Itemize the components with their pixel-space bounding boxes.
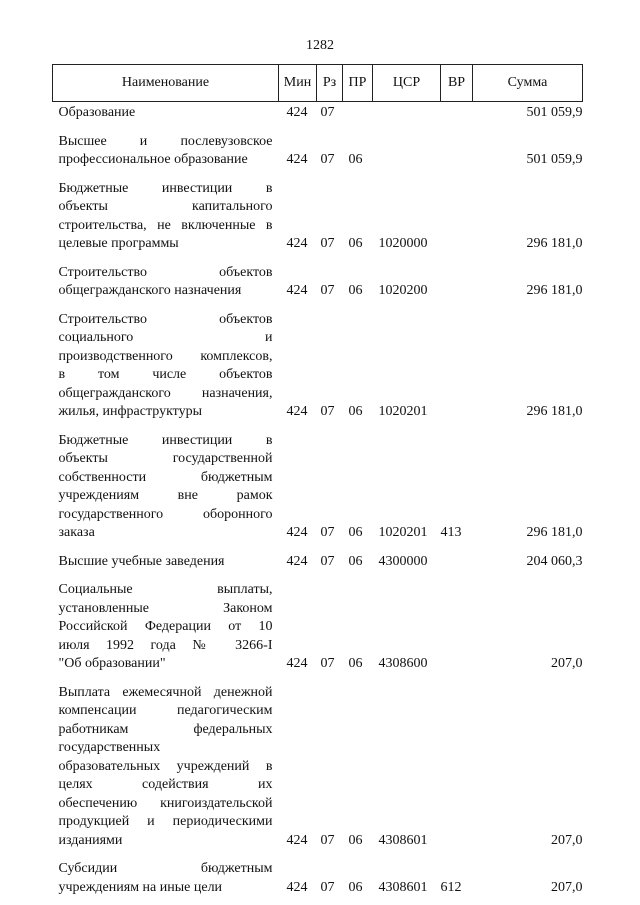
row-name-line: объекты государственной: [58, 451, 273, 466]
row-name-line: жилья, инфраструктуры: [58, 404, 203, 419]
row-csr: [373, 127, 441, 174]
row-vr: [441, 547, 473, 576]
row-name-line: изданиями: [58, 832, 123, 848]
row-min: 424: [286, 832, 308, 848]
row-name-line: заказа: [58, 525, 95, 540]
header-rz: Рз: [317, 65, 343, 102]
row-name-line: Бюджетные инвестиции в: [58, 432, 273, 448]
row-name: [53, 258, 279, 305]
row-name-line: Высшие учебные заведения: [58, 553, 225, 569]
row-pr: 06: [348, 656, 363, 671]
row-name: [53, 575, 279, 678]
table-row: [53, 678, 583, 855]
table-body: [53, 102, 583, 902]
row-name-line: июля 1992 года № 3266-I: [58, 637, 273, 653]
table-row: [53, 127, 583, 174]
table-row: [53, 575, 583, 678]
row-name-line: Высшее и послевузовское: [58, 133, 273, 149]
row-sum: 207,0: [551, 832, 583, 848]
row-name-line: Строительство объектов: [58, 311, 273, 327]
row-rz: 07: [320, 236, 335, 251]
row-name-line: собственности бюджетным: [58, 469, 273, 485]
row-rz: 07: [320, 283, 335, 298]
row-min: 424: [286, 553, 308, 569]
row-name-line: учреждениям на иные цели: [58, 879, 223, 895]
row-rz: 07: [320, 656, 335, 671]
row-name-line: целях содействия их: [58, 777, 273, 792]
row-vr: [441, 127, 473, 174]
row-min: 424: [286, 656, 308, 671]
row-min: 424: [286, 236, 308, 251]
row-name-line: продукцией и периодическими: [58, 814, 273, 829]
row-name-line: производственного комплексов,: [58, 348, 273, 364]
row-vr: [441, 258, 473, 305]
row-sum: 207,0: [551, 879, 583, 895]
row-pr: 06: [348, 879, 363, 895]
row-name-line: целевые программы: [58, 236, 179, 251]
row-pr: 06: [348, 832, 363, 848]
row-name-line: социального и: [58, 330, 273, 345]
row-name: [53, 127, 279, 174]
row-csr: 4308601: [378, 879, 428, 895]
row-name-line: обеспечению книгоиздательской: [58, 795, 273, 811]
row-pr: 06: [348, 236, 363, 251]
row-vr: 612: [440, 879, 462, 895]
row-name: [53, 426, 279, 547]
row-name-line: государственного оборонного: [58, 506, 273, 522]
row-name: [53, 854, 279, 901]
row-csr: 1020201: [378, 404, 428, 419]
row-vr: [441, 575, 473, 678]
row-name-line: Строительство объектов: [58, 264, 273, 280]
row-csr: 1020200: [378, 283, 428, 298]
row-csr: 4300000: [378, 553, 428, 569]
row-name-line: профессиональное образование: [58, 152, 248, 167]
table-header-row: [53, 65, 583, 102]
row-vr: [441, 174, 473, 258]
row-name: [53, 305, 279, 426]
header-min: Мин: [279, 65, 317, 102]
row-csr: 4308600: [378, 656, 428, 671]
row-rz: 07: [320, 105, 335, 120]
row-name-line: Социальные выплаты,: [58, 582, 273, 597]
row-rz: 07: [320, 525, 335, 540]
row-name-line: Выплата ежемесячной денежной: [58, 684, 273, 700]
table-row: [53, 102, 583, 127]
row-name: [53, 547, 279, 576]
page-number: 1282: [306, 38, 334, 53]
row-pr: [343, 102, 373, 127]
header-vr: ВР: [441, 65, 473, 102]
row-name-line: Российской Федерации от 10: [58, 619, 273, 634]
table-row: [53, 854, 583, 901]
row-name: [53, 174, 279, 258]
table-row: [53, 426, 583, 547]
row-vr: [441, 305, 473, 426]
row-pr: 06: [348, 283, 363, 298]
row-name: [53, 678, 279, 855]
row-rz: 07: [320, 879, 335, 895]
row-min: 424: [286, 152, 308, 167]
row-name-line: образовательных учреждений в: [58, 758, 273, 774]
row-rz: 07: [320, 553, 335, 569]
row-name-line: компенсации педагогическим: [58, 703, 273, 718]
row-sum: 296 181,0: [526, 236, 583, 251]
row-name-line: установленные Законом: [58, 600, 273, 616]
row-pr: 06: [348, 553, 363, 569]
budget-table: [52, 64, 583, 901]
row-name-line: работникам федеральных: [58, 721, 273, 737]
table-row: [53, 258, 583, 305]
row-pr: 06: [348, 404, 363, 419]
row-sum: 204 060,3: [526, 553, 583, 569]
row-name-line: "Об образовании": [58, 656, 166, 671]
row-name-line: в том числе объектов: [58, 367, 273, 382]
row-min: 424: [286, 105, 308, 120]
row-name-line: государственных: [58, 740, 161, 755]
header-sum: Сумма: [473, 65, 583, 102]
row-csr: 4308601: [378, 832, 428, 848]
row-sum: 296 181,0: [526, 283, 583, 298]
row-rz: 07: [320, 832, 335, 848]
row-min: 424: [286, 404, 308, 419]
header-pr: ПР: [343, 65, 373, 102]
row-rz: 07: [320, 404, 335, 419]
row-sum: 501 059,9: [526, 105, 583, 120]
row-name-line: Субсидии бюджетным: [58, 861, 273, 876]
row-name-line: общегражданского назначения: [58, 283, 242, 298]
row-name-line: Образование: [58, 105, 136, 120]
row-vr: [441, 678, 473, 855]
row-sum: 207,0: [551, 656, 583, 671]
row-name-line: Бюджетные инвестиции в: [58, 180, 273, 196]
row-sum: 501 059,9: [526, 152, 583, 167]
header-name: Наименование: [53, 65, 279, 102]
row-sum: 296 181,0: [526, 525, 583, 540]
table-row: [53, 547, 583, 576]
row-min: 424: [286, 525, 308, 540]
row-name-line: учреждениям вне рамок: [58, 488, 273, 503]
header-csr: ЦСР: [373, 65, 441, 102]
row-vr: 413: [440, 525, 462, 540]
row-pr: 06: [348, 525, 363, 540]
table-row: [53, 174, 583, 258]
row-sum: 296 181,0: [526, 404, 583, 419]
row-name: [53, 102, 279, 127]
row-name-line: строительства, не включенные в: [58, 217, 273, 233]
row-min: 424: [286, 283, 308, 298]
row-csr: 1020201: [378, 525, 428, 540]
table-row: [53, 305, 583, 426]
row-min: 424: [286, 879, 308, 895]
row-vr: [441, 102, 473, 127]
row-name-line: общегражданского назначения,: [58, 385, 273, 401]
row-csr: 1020000: [378, 236, 428, 251]
row-rz: 07: [320, 152, 335, 167]
row-name-line: объекты капитального: [58, 199, 273, 214]
row-pr: 06: [348, 152, 363, 167]
row-csr: [373, 102, 441, 127]
